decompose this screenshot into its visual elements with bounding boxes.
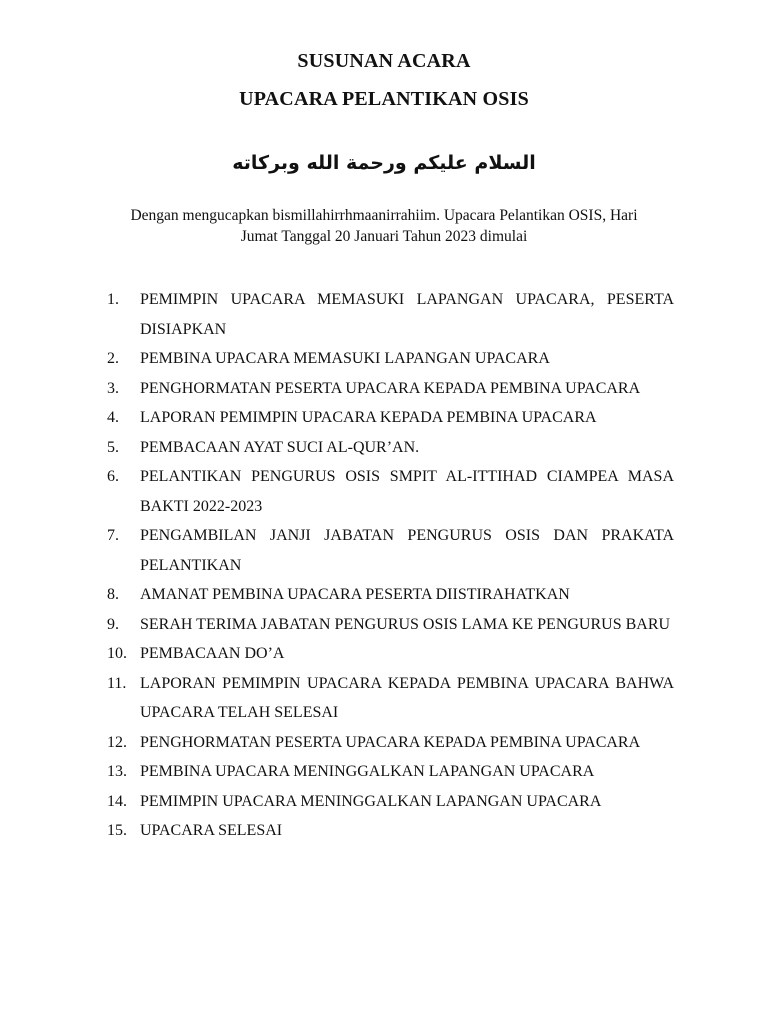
intro-line-1: Dengan mengucapkan bismillahirrhmaanirrahiim. Upacara Pelantikan OSIS, Hari — [130, 207, 638, 224]
agenda-item-number: 3. — [107, 379, 119, 397]
agenda-item-text: SERAH TERIMA JABATAN PENGURUS OSIS LAMA KE PENGURUS BARU — [140, 615, 671, 633]
agenda-item-number: 10. — [107, 645, 127, 662]
agenda-item-number: 15. — [107, 822, 127, 839]
agenda-item-text: PENGAMBILAN JANJI JABATAN PENGURUS OSIS DAN PRAKATA PELANTIKAN — [140, 527, 674, 574]
agenda-item — [107, 403, 674, 433]
agenda-item-text: LAPORAN PEMIMPIN UPACARA KEPADA PEMBINA UPACARA BAHWA UPACARA TELAH SELESAI — [140, 674, 674, 721]
agenda-item — [107, 816, 674, 846]
agenda-item — [107, 757, 674, 787]
agenda-item-text: PEMBINA UPACARA MEMASUKI LAPANGAN UPACARA — [140, 350, 550, 367]
agenda-item-number: 2. — [107, 350, 119, 367]
document-subtitle: UPACARA PELANTIKAN OSIS — [239, 88, 529, 110]
agenda-item — [107, 285, 674, 344]
agenda-item-number: 9. — [107, 615, 119, 633]
agenda-item-text: PENGHORMATAN PESERTA UPACARA KEPADA PEMBINA UPACARA — [140, 733, 641, 751]
agenda-item-text: LAPORAN PEMIMPIN UPACARA KEPADA PEMBINA UPACARA — [140, 409, 597, 426]
agenda-item-text: PENGHORMATAN PESERTA UPACARA KEPADA PEMBINA UPACARA — [140, 379, 641, 397]
agenda-item — [107, 374, 674, 404]
agenda-item — [107, 462, 674, 521]
agenda-item — [107, 787, 674, 817]
agenda-item-number: 1. — [107, 291, 119, 308]
agenda-item-text: PEMBINA UPACARA MENINGGALKAN LAPANGAN UPACARA — [140, 763, 595, 780]
agenda-item-text: UPACARA SELESAI — [140, 822, 283, 839]
agenda-item — [107, 639, 674, 669]
agenda-item — [107, 728, 674, 758]
agenda-item-text: PEMBACAAN AYAT SUCI AL-QUR’AN. — [140, 438, 420, 456]
document-title: SUSUNAN ACARA — [297, 50, 471, 72]
agenda-item-text: PEMIMPIN UPACARA MENINGGALKAN LAPANGAN UPACARA — [140, 792, 602, 810]
agenda-item-number: 14. — [107, 792, 127, 810]
agenda-item-number: 6. — [107, 468, 119, 485]
agenda-item — [107, 610, 674, 640]
agenda-item-text: PEMIMPIN UPACARA MEMASUKI LAPANGAN UPACARA, PESERTA DISIAPKAN — [140, 291, 674, 338]
agenda-item-number: 5. — [107, 438, 119, 456]
arabic-greeting: السلام عليكم ورحمة الله وبركاته — [232, 152, 536, 174]
agenda-item-number: 7. — [107, 527, 119, 544]
agenda-item-number: 4. — [107, 409, 119, 426]
intro-line-2: Jumat Tanggal 20 Januari Tahun 2023 dimulai — [240, 228, 528, 245]
agenda-item-text: AMANAT PEMBINA UPACARA PESERTA DIISTIRAHATKAN — [140, 586, 570, 603]
agenda-item — [107, 344, 674, 374]
agenda-item-number: 8. — [107, 586, 119, 603]
agenda-item — [107, 433, 674, 463]
intro-paragraph — [104, 205, 664, 247]
agenda-item-text: PEMBACAAN DO’A — [140, 645, 285, 662]
agenda-item-number: 12. — [107, 733, 127, 751]
agenda-item-text: PELANTIKAN PENGURUS OSIS SMPIT AL-ITTIHAD CIAMPEA MASA BAKTI 2022-2023 — [140, 468, 674, 515]
agenda-list — [107, 285, 674, 846]
agenda-item-number: 11. — [107, 674, 127, 692]
agenda-item — [107, 521, 674, 580]
agenda-item-number: 13. — [107, 763, 127, 780]
agenda-item — [107, 669, 674, 728]
agenda-item — [107, 580, 674, 610]
